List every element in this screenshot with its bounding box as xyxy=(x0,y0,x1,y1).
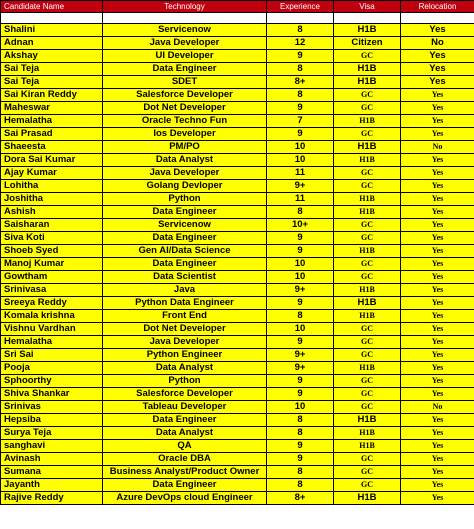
relocation-cell: No xyxy=(401,141,474,154)
table-row xyxy=(1,167,474,180)
relocation-cell: Yes xyxy=(401,388,474,401)
visa-cell: H1B xyxy=(334,115,401,128)
candidate-name-cell: Vishnu Vardhan xyxy=(1,323,103,336)
visa-cell: GC xyxy=(334,167,401,180)
table-row xyxy=(1,427,474,440)
relocation-cell: Yes xyxy=(401,102,474,115)
candidate-name-cell: Ajay Kumar xyxy=(1,167,103,180)
technology-cell: Tableau Developer xyxy=(103,401,267,414)
table-row xyxy=(1,271,474,284)
technology-cell: Data Engineer xyxy=(103,206,267,219)
relocation-cell: Yes xyxy=(401,219,474,232)
technology-cell: Azure DevOps cloud Engineer xyxy=(103,492,267,505)
candidate-name-cell: Adnan xyxy=(1,37,103,50)
experience-cell: 7 xyxy=(267,115,334,128)
visa-cell: GC xyxy=(334,180,401,193)
technology-cell: Dot Net Developer xyxy=(103,102,267,115)
candidate-name-cell: Sai Teja xyxy=(1,63,103,76)
table-row xyxy=(1,141,474,154)
visa-cell: H1B xyxy=(334,193,401,206)
visa-cell: H1B xyxy=(334,76,401,89)
table-row xyxy=(1,89,474,102)
experience-cell: 11 xyxy=(267,167,334,180)
experience-cell: 10 xyxy=(267,271,334,284)
experience-cell: 8 xyxy=(267,24,334,37)
candidate-name-cell: Dora Sai Kumar xyxy=(1,154,103,167)
technology-cell: Java Developer xyxy=(103,336,267,349)
experience-cell: 9 xyxy=(267,50,334,63)
relocation-cell: Yes xyxy=(401,323,474,336)
technology-cell: Data Analyst xyxy=(103,427,267,440)
header-candidate-name: Candidate Name xyxy=(1,1,103,13)
technology-cell: Data Engineer xyxy=(103,479,267,492)
technology-cell: Python xyxy=(103,193,267,206)
table-row xyxy=(1,24,474,37)
table-row xyxy=(1,440,474,453)
relocation-cell: Yes xyxy=(401,284,474,297)
technology-cell: Servicenow xyxy=(103,219,267,232)
table-row xyxy=(1,128,474,141)
relocation-cell: Yes xyxy=(401,89,474,102)
candidate-name-cell: Shaeesta xyxy=(1,141,103,154)
candidate-name-cell: sanghavi xyxy=(1,440,103,453)
visa-cell: H1B xyxy=(334,440,401,453)
table-row xyxy=(1,193,474,206)
visa-cell: H1B xyxy=(334,63,401,76)
candidate-name-cell: Ashish xyxy=(1,206,103,219)
experience-cell: 8 xyxy=(267,414,334,427)
table-row xyxy=(1,414,474,427)
visa-cell: H1B xyxy=(334,206,401,219)
blank-cell xyxy=(1,13,103,24)
candidate-name-cell: Sai Teja xyxy=(1,76,103,89)
table-row xyxy=(1,115,474,128)
experience-cell: 9 xyxy=(267,336,334,349)
visa-cell: GC xyxy=(334,50,401,63)
technology-cell: Salesforce Developer xyxy=(103,388,267,401)
technology-cell: Servicenow xyxy=(103,24,267,37)
visa-cell: GC xyxy=(334,232,401,245)
relocation-cell: Yes xyxy=(401,115,474,128)
relocation-cell: Yes xyxy=(401,24,474,37)
visa-cell: H1B xyxy=(334,245,401,258)
relocation-cell: Yes xyxy=(401,375,474,388)
relocation-cell: Yes xyxy=(401,154,474,167)
header-relocation: Relocation xyxy=(401,1,474,13)
technology-cell: Golang Devloper xyxy=(103,180,267,193)
visa-cell: H1B xyxy=(334,310,401,323)
visa-cell: H1B xyxy=(334,284,401,297)
candidate-name-cell: Sphoorthy xyxy=(1,375,103,388)
visa-cell: GC xyxy=(334,323,401,336)
table-row xyxy=(1,206,474,219)
table-row xyxy=(1,219,474,232)
visa-cell: H1B xyxy=(334,24,401,37)
visa-cell: H1B xyxy=(334,492,401,505)
technology-cell: Business Analyst/Product Owner xyxy=(103,466,267,479)
technology-cell: QA xyxy=(103,440,267,453)
experience-cell: 9+ xyxy=(267,284,334,297)
experience-cell: 10 xyxy=(267,401,334,414)
experience-cell: 9 xyxy=(267,375,334,388)
table-body xyxy=(1,13,474,505)
visa-cell: GC xyxy=(334,102,401,115)
candidate-name-cell: Shiva Shankar xyxy=(1,388,103,401)
visa-cell: GC xyxy=(334,128,401,141)
table-row xyxy=(1,102,474,115)
relocation-cell: Yes xyxy=(401,180,474,193)
experience-cell: 9 xyxy=(267,297,334,310)
relocation-cell: Yes xyxy=(401,414,474,427)
candidate-name-cell: Pooja xyxy=(1,362,103,375)
candidate-name-cell: Joshitha xyxy=(1,193,103,206)
experience-cell: 10+ xyxy=(267,219,334,232)
relocation-cell: Yes xyxy=(401,492,474,505)
visa-cell: GC xyxy=(334,479,401,492)
candidate-name-cell: Rajive Reddy xyxy=(1,492,103,505)
blank-cell xyxy=(334,13,401,24)
visa-cell: H1B xyxy=(334,414,401,427)
technology-cell: Data Engineer xyxy=(103,258,267,271)
visa-cell: H1B xyxy=(334,427,401,440)
technology-cell: Python xyxy=(103,375,267,388)
table-row xyxy=(1,297,474,310)
table-row xyxy=(1,284,474,297)
relocation-cell: Yes xyxy=(401,349,474,362)
relocation-cell: Yes xyxy=(401,167,474,180)
experience-cell: 9 xyxy=(267,453,334,466)
visa-cell: GC xyxy=(334,336,401,349)
technology-cell: Front End xyxy=(103,310,267,323)
blank-cell xyxy=(401,13,474,24)
header-experience: Experience xyxy=(267,1,334,13)
technology-cell: Data Analyst xyxy=(103,362,267,375)
table-row xyxy=(1,50,474,63)
table-row xyxy=(1,336,474,349)
table-row xyxy=(1,180,474,193)
technology-cell: Java Developer xyxy=(103,37,267,50)
technology-cell: Data Engineer xyxy=(103,232,267,245)
table-row xyxy=(1,63,474,76)
header-visa: Visa xyxy=(334,1,401,13)
technology-cell: Data Scientist xyxy=(103,271,267,284)
relocation-cell: Yes xyxy=(401,427,474,440)
blank-cell xyxy=(103,13,267,24)
relocation-cell: Yes xyxy=(401,193,474,206)
candidate-name-cell: Maheswar xyxy=(1,102,103,115)
technology-cell: Ios Developer xyxy=(103,128,267,141)
candidate-name-cell: Avinash xyxy=(1,453,103,466)
visa-cell: GC xyxy=(334,349,401,362)
experience-cell: 9+ xyxy=(267,180,334,193)
visa-cell: GC xyxy=(334,466,401,479)
technology-cell: Oracle DBA xyxy=(103,453,267,466)
candidate-name-cell: Manoj Kumar xyxy=(1,258,103,271)
experience-cell: 8 xyxy=(267,479,334,492)
technology-cell: SDET xyxy=(103,76,267,89)
candidate-name-cell: Saisharan xyxy=(1,219,103,232)
relocation-cell: Yes xyxy=(401,440,474,453)
table-row xyxy=(1,232,474,245)
visa-cell: H1B xyxy=(334,141,401,154)
experience-cell: 8 xyxy=(267,466,334,479)
relocation-cell: Yes xyxy=(401,50,474,63)
candidate-name-cell: Sai Kiran Reddy xyxy=(1,89,103,102)
relocation-cell: No xyxy=(401,37,474,50)
table-row xyxy=(1,492,474,505)
experience-cell: 12 xyxy=(267,37,334,50)
visa-cell: GC xyxy=(334,375,401,388)
candidate-name-cell: Sumana xyxy=(1,466,103,479)
technology-cell: UI Developer xyxy=(103,50,267,63)
experience-cell: 9 xyxy=(267,245,334,258)
candidate-name-cell: Gowtham xyxy=(1,271,103,284)
technology-cell: PM/PO xyxy=(103,141,267,154)
table-row xyxy=(1,388,474,401)
technology-cell: Data Engineer xyxy=(103,63,267,76)
table-row xyxy=(1,323,474,336)
relocation-cell: Yes xyxy=(401,128,474,141)
table-row xyxy=(1,362,474,375)
blank-cell xyxy=(267,13,334,24)
candidate-name-cell: Sri Sai xyxy=(1,349,103,362)
visa-cell: GC xyxy=(334,401,401,414)
experience-cell: 8 xyxy=(267,206,334,219)
relocation-cell: Yes xyxy=(401,336,474,349)
relocation-cell: Yes xyxy=(401,466,474,479)
candidate-name-cell: Shoeb Syed xyxy=(1,245,103,258)
candidate-name-cell: Surya Teja xyxy=(1,427,103,440)
experience-cell: 9 xyxy=(267,128,334,141)
technology-cell: Gen AI/Data Science xyxy=(103,245,267,258)
candidate-name-cell: Shalini xyxy=(1,24,103,37)
table-row xyxy=(1,37,474,50)
header-row xyxy=(1,1,474,13)
relocation-cell: Yes xyxy=(401,63,474,76)
visa-cell: H1B xyxy=(334,154,401,167)
visa-cell: GC xyxy=(334,388,401,401)
table-row xyxy=(1,375,474,388)
experience-cell: 10 xyxy=(267,258,334,271)
experience-cell: 8 xyxy=(267,310,334,323)
relocation-cell: Yes xyxy=(401,310,474,323)
relocation-cell: Yes xyxy=(401,479,474,492)
visa-cell: GC xyxy=(334,89,401,102)
candidate-name-cell: Lohitha xyxy=(1,180,103,193)
table-row xyxy=(1,154,474,167)
relocation-cell: Yes xyxy=(401,245,474,258)
technology-cell: Oracle Techno Fun xyxy=(103,115,267,128)
table-row xyxy=(1,349,474,362)
technology-cell: Python Data Engineer xyxy=(103,297,267,310)
candidate-name-cell: Siva Koti xyxy=(1,232,103,245)
experience-cell: 8+ xyxy=(267,492,334,505)
visa-cell: GC xyxy=(334,219,401,232)
experience-cell: 9 xyxy=(267,440,334,453)
relocation-cell: Yes xyxy=(401,271,474,284)
relocation-cell: Yes xyxy=(401,362,474,375)
visa-cell: GC xyxy=(334,453,401,466)
blank-row xyxy=(1,13,474,24)
table-row xyxy=(1,76,474,89)
experience-cell: 10 xyxy=(267,141,334,154)
experience-cell: 9+ xyxy=(267,362,334,375)
visa-cell: H1B xyxy=(334,297,401,310)
technology-cell: Java Developer xyxy=(103,167,267,180)
relocation-cell: Yes xyxy=(401,76,474,89)
relocation-cell: Yes xyxy=(401,258,474,271)
header-technology: Technology xyxy=(103,1,267,13)
relocation-cell: Yes xyxy=(401,232,474,245)
candidate-name-cell: Jayanth xyxy=(1,479,103,492)
experience-cell: 10 xyxy=(267,323,334,336)
experience-cell: 9 xyxy=(267,102,334,115)
relocation-cell: Yes xyxy=(401,453,474,466)
candidate-name-cell: Komala krishna xyxy=(1,310,103,323)
table-row xyxy=(1,479,474,492)
candidate-name-cell: Sreeya Reddy xyxy=(1,297,103,310)
experience-cell: 9+ xyxy=(267,349,334,362)
visa-cell: H1B xyxy=(334,362,401,375)
candidate-name-cell: Sai Prasad xyxy=(1,128,103,141)
experience-cell: 11 xyxy=(267,193,334,206)
table-row xyxy=(1,453,474,466)
experience-cell: 8 xyxy=(267,89,334,102)
visa-cell: Citizen xyxy=(334,37,401,50)
candidate-name-cell: Srinivas xyxy=(1,401,103,414)
table-header xyxy=(1,1,474,13)
candidate-name-cell: Akshay xyxy=(1,50,103,63)
technology-cell: Java xyxy=(103,284,267,297)
relocation-cell: Yes xyxy=(401,297,474,310)
visa-cell: GC xyxy=(334,258,401,271)
table-row xyxy=(1,258,474,271)
experience-cell: 8 xyxy=(267,63,334,76)
table-row xyxy=(1,466,474,479)
table-row xyxy=(1,310,474,323)
relocation-cell: Yes xyxy=(401,206,474,219)
experience-cell: 9 xyxy=(267,232,334,245)
visa-cell: GC xyxy=(334,271,401,284)
candidate-name-cell: Srinivasa xyxy=(1,284,103,297)
experience-cell: 9 xyxy=(267,388,334,401)
table-row xyxy=(1,245,474,258)
experience-cell: 8+ xyxy=(267,76,334,89)
table-row xyxy=(1,401,474,414)
experience-cell: 8 xyxy=(267,427,334,440)
technology-cell: Salesforce Developer xyxy=(103,89,267,102)
experience-cell: 10 xyxy=(267,154,334,167)
technology-cell: Python Engineer xyxy=(103,349,267,362)
technology-cell: Data Analyst xyxy=(103,154,267,167)
technology-cell: Data Engineer xyxy=(103,414,267,427)
candidate-name-cell: Hemalatha xyxy=(1,336,103,349)
technology-cell: Dot Net Developer xyxy=(103,323,267,336)
candidate-name-cell: Hemalatha xyxy=(1,115,103,128)
relocation-cell: No xyxy=(401,401,474,414)
candidate-name-cell: Hepsiba xyxy=(1,414,103,427)
